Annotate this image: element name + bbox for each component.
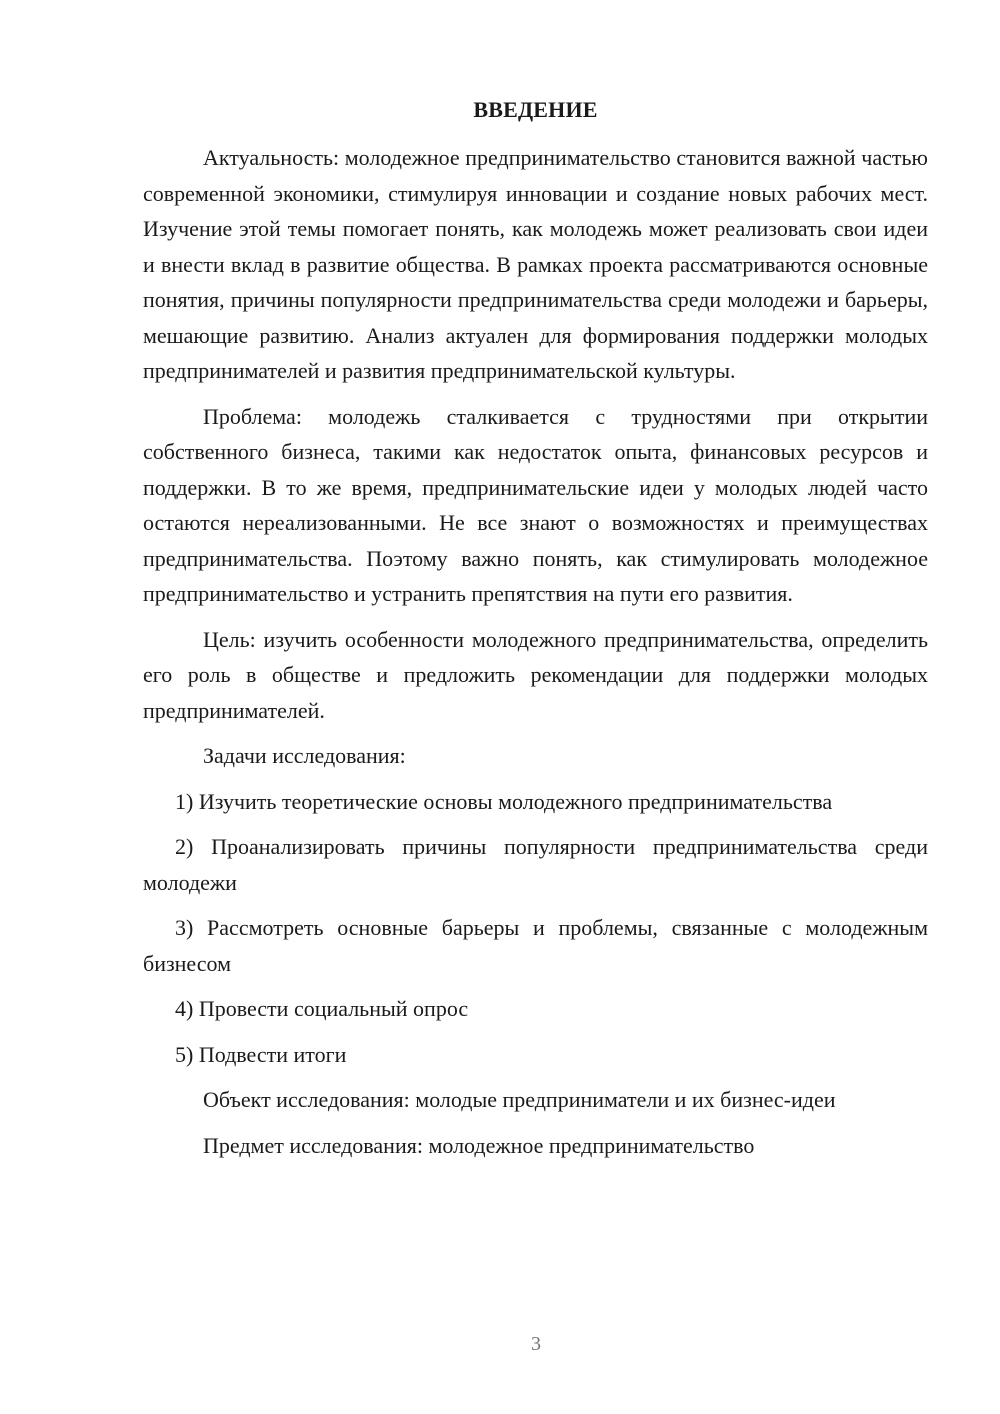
task-item-1: 1) Изучить теоретические основы молодежного предпринимательства xyxy=(175,788,833,814)
problem-paragraph: Проблема: молодежь сталкивается с трудностями при открытии собственного бизнеса, такими как недостаток опыта, финансовых ресурсов и поддержки. В то же время, предпринимательские идеи у молодых людей часто остаются нереализованными. Не все знают о возможностях и преимуществах предпринимательства. Поэтому важно понять, как стимулировать молодежное предпринимательство и устранить препятствия на пути его развития. xyxy=(143,403,928,606)
research-object: Объект исследования: молодые предприниматели и их бизнес-идеи xyxy=(203,1087,836,1112)
task-item-5: 5) Подвести итоги xyxy=(175,1041,347,1067)
relevance-paragraph: Актуальность: молодежное предпринимательство становится важной частью современной экономики, стимулируя инновации и создание новых рабочих мест. Изучение этой темы помогает понять, как молодежь может реализовать свои идеи и внести вклад в развитие общества. В рамках проекта рассматриваются основные понятия, причины популярности предпринимательства среди молодежи и барьеры, мешающие развитию. Анализ актуален для формирования поддержки молодых предпринимателей и развития предпринимательской культуры. xyxy=(143,145,928,383)
goal-paragraph: Цель: изучить особенности молодежного предпринимательства, определить его роль в обществе и предложить рекомендации для поддержки молодых предпринимателей. xyxy=(143,626,928,723)
task-item-3: 3) Рассмотреть основные барьеры и проблемы, связанные с молодежным бизнесом xyxy=(143,915,928,976)
section-title: ВВЕДЕНИЕ xyxy=(473,97,598,122)
page-content xyxy=(143,92,928,1163)
page-number: 3 xyxy=(531,1333,541,1355)
research-subject: Предмет исследования: молодежное предпринимательство xyxy=(203,1132,755,1158)
task-item-2: 2) Проанализировать причины популярности предпринимательства среди молодежи xyxy=(143,834,928,895)
task-item-4: 4) Провести социальный опрос xyxy=(175,996,469,1021)
tasks-heading: Задачи исследования: xyxy=(203,743,406,768)
